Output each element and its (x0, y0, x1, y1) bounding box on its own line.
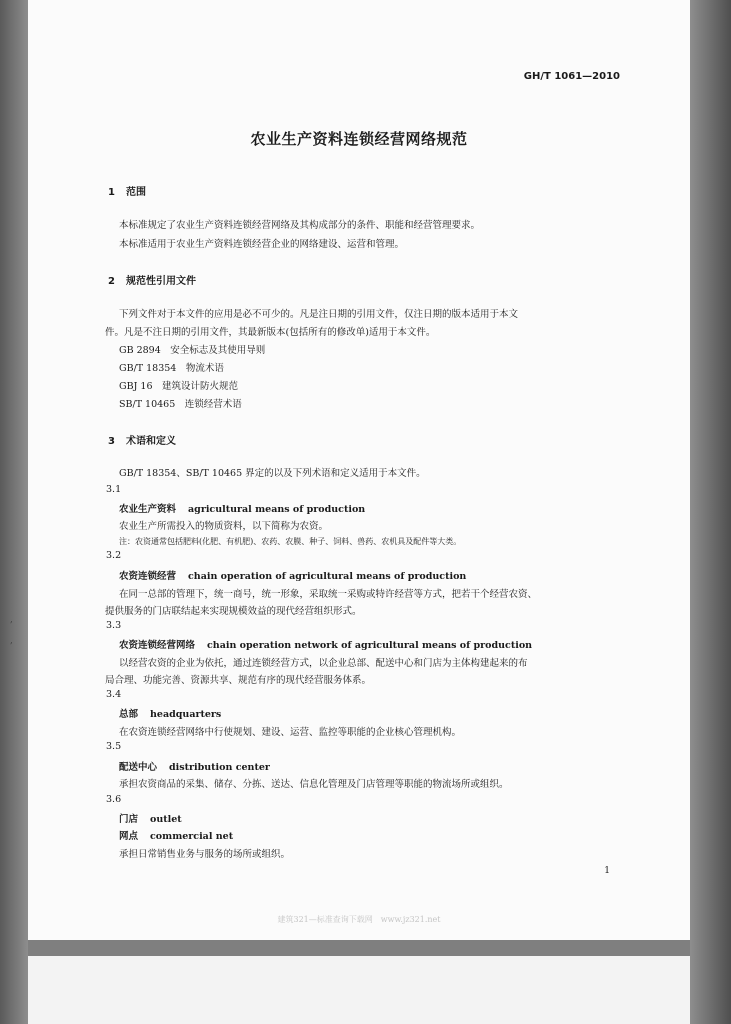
term-number: 3.6 (106, 794, 122, 805)
term-heading: 农业生产资料 agricultural means of production (119, 504, 366, 515)
term-definition: 承担农资商品的采集、储存、分拣、送达、信息化管理及门店管理等职能的物流场所或组织。 (119, 779, 509, 790)
document-page (28, 0, 690, 940)
term-heading: 网点 commercial net (119, 831, 234, 842)
section-2-intro: 件。凡是不注日期的引用文件，其最新版本(包括所有的修改单)适用于本文件。 (105, 327, 436, 338)
reference-item: GBJ 16 建筑设计防火规范 (119, 381, 239, 392)
term-number: 3.4 (106, 689, 122, 700)
term-heading: 农资连锁经营 chain operation of agricultural means of production (119, 571, 467, 582)
term-heading: 总部 headquarters (119, 709, 222, 720)
term-definition: 在同一总部的管理下，统一商号，统一形象，采取统一采购或特许经营等方式，把若干个经营农资、 (119, 589, 538, 600)
right-frame (690, 0, 731, 1024)
term-heading: 农资连锁经营网络 chain operation network of agricultural means of production (119, 640, 533, 651)
reference-item: SB/T 10465 连锁经营术语 (119, 399, 242, 410)
watermark-footer: 建筑321—标准查询下载网 www.jz321.net (277, 915, 441, 924)
section-1-paragraph: 本标准规定了农业生产资料连锁经营网络及其构成部分的条件、职能和经营管理要求。 (119, 220, 481, 231)
standard-code: GH/T 1061—2010 (523, 71, 620, 82)
term-number: 3.5 (106, 741, 122, 752)
term-heading: 配送中心 distribution center (119, 762, 270, 773)
term-definition: 提供服务的门店联结起来实现规模效益的现代经营组织形式。 (105, 606, 362, 617)
section-1-heading: 1 范围 (108, 187, 146, 198)
scan-mark: , (10, 636, 13, 646)
section-2-intro: 下列文件对于本文件的应用是必不可少的。凡是注日期的引用文件，仅注日期的版本适用于本文 (119, 309, 519, 320)
scan-mark: , (10, 615, 13, 625)
section-3-intro: GB/T 18354、SB/T 10465 界定的以及下列术语和定义适用于本文件。 (119, 468, 426, 479)
term-number: 3.3 (106, 620, 122, 631)
term-number: 3.1 (106, 484, 122, 495)
section-1-paragraph: 本标准适用于农业生产资料连锁经营企业的网络建设、运营和管理。 (119, 239, 405, 250)
page-title: 农业生产资料连锁经营网络规范 (250, 130, 468, 148)
next-page (28, 956, 690, 1024)
reference-item: GB/T 18354 物流术语 (119, 363, 224, 374)
section-3-heading: 3 术语和定义 (108, 436, 176, 447)
term-definition: 承担日常销售业务与服务的场所或组织。 (119, 849, 291, 860)
term-note: 注：农资通常包括肥料(化肥、有机肥)、农药、农膜、种子、饲料、兽药、农机具及配件等大类。 (119, 537, 462, 546)
page-number: 1 (604, 866, 610, 876)
term-heading: 门店 outlet (119, 814, 182, 825)
section-2-heading: 2 规范性引用文件 (108, 276, 196, 287)
term-definition: 局合理、功能完善、资源共享、规范有序的现代经营服务体系。 (105, 675, 372, 686)
reference-item: GB 2894 安全标志及其使用导则 (119, 345, 266, 356)
term-definition: 以经营农资的企业为依托，通过连锁经营方式，以企业总部、配送中心和门店为主体构建起来的布 (119, 658, 528, 669)
term-number: 3.2 (106, 550, 122, 561)
term-definition: 农业生产所需投入的物质资料，以下简称为农资。 (119, 521, 329, 532)
term-definition: 在农资连锁经营网络中行使规划、建设、运营、监控等职能的企业核心管理机构。 (119, 727, 462, 738)
left-frame (0, 0, 28, 1024)
